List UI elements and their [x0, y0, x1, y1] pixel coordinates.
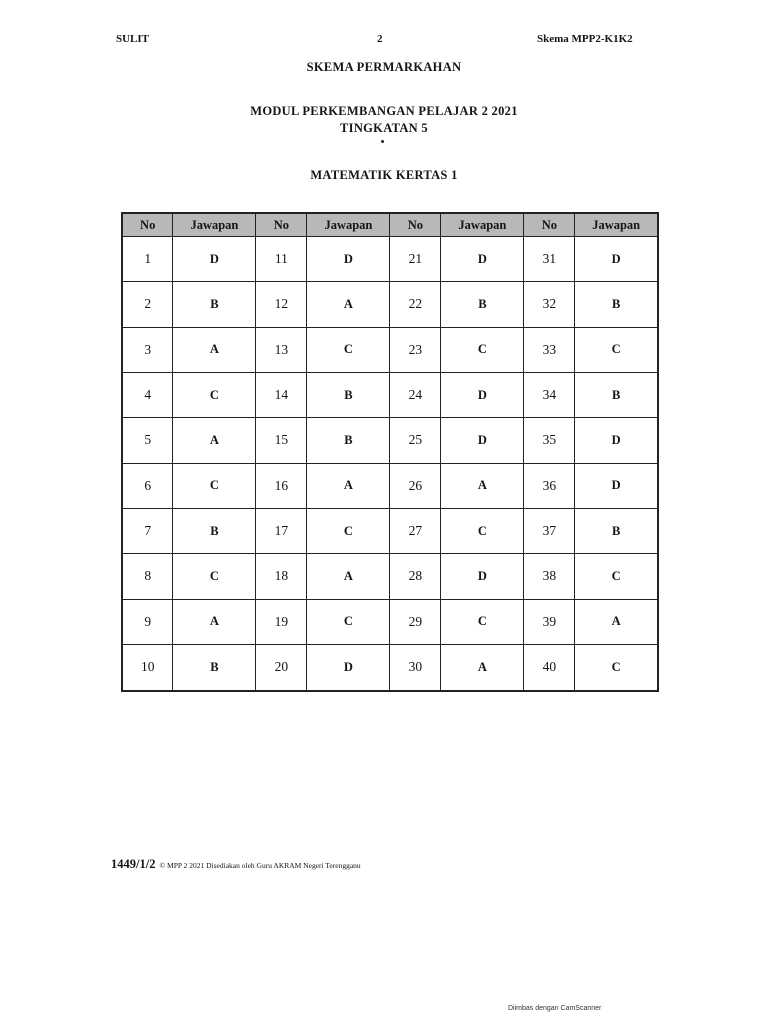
question-number-cell: 35	[524, 418, 575, 463]
answer-cell: B	[441, 282, 524, 327]
question-number-cell: 29	[390, 599, 441, 644]
scanner-watermark: Diimbas dengan CamScanner	[508, 1005, 602, 1012]
question-number-cell: 20	[256, 644, 307, 691]
table-row	[122, 237, 658, 282]
answer-cell: A	[441, 463, 524, 508]
question-number-cell: 5	[122, 418, 173, 463]
question-number-cell: 8	[122, 554, 173, 599]
scheme-title: SKEMA PERMARKAHAN	[306, 60, 462, 74]
answer-cell: D	[441, 372, 524, 417]
answer-cell: C	[575, 327, 658, 372]
answer-cell: A	[307, 463, 390, 508]
question-number-cell: 25	[390, 418, 441, 463]
table-row	[122, 599, 658, 644]
question-number-cell: 30	[390, 644, 441, 691]
paper-title: MATEMATIK KERTAS 1	[310, 168, 458, 182]
question-number-cell: 19	[256, 599, 307, 644]
answer-table-body	[122, 237, 658, 692]
answer-cell: A	[307, 282, 390, 327]
answer-cell: B	[307, 418, 390, 463]
question-number-cell: 36	[524, 463, 575, 508]
question-number-cell: 26	[390, 463, 441, 508]
table-row	[122, 327, 658, 372]
page-number: 2	[377, 33, 383, 45]
answer-cell: C	[307, 327, 390, 372]
answer-cell: B	[307, 372, 390, 417]
column-header: Jawapan	[575, 213, 658, 237]
question-number-cell: 10	[122, 644, 173, 691]
answer-cell: D	[575, 418, 658, 463]
answer-cell: B	[173, 508, 256, 553]
header-scheme-code: Skema MPP2-K1K2	[537, 33, 633, 45]
footer-text: © MPP 2 2021 Disediakan oleh Guru AKRAM Negeri Terengganu	[159, 861, 361, 870]
answer-cell: D	[575, 463, 658, 508]
question-number-cell: 13	[256, 327, 307, 372]
question-number-cell: 37	[524, 508, 575, 553]
question-number-cell: 32	[524, 282, 575, 327]
answer-cell: A	[173, 418, 256, 463]
question-number-cell: 33	[524, 327, 575, 372]
answer-cell: D	[307, 644, 390, 691]
answer-cell: C	[575, 644, 658, 691]
answer-cell: B	[575, 508, 658, 553]
answer-key-table	[121, 212, 659, 692]
table-row	[122, 372, 658, 417]
question-number-cell: 28	[390, 554, 441, 599]
question-number-cell: 27	[390, 508, 441, 553]
column-header: No	[390, 213, 441, 237]
question-number-cell: 18	[256, 554, 307, 599]
question-number-cell: 23	[390, 327, 441, 372]
answer-cell: C	[307, 599, 390, 644]
paper-code: 1449/1/2	[111, 857, 156, 871]
question-number-cell: 24	[390, 372, 441, 417]
question-number-cell: 14	[256, 372, 307, 417]
answer-cell: B	[575, 282, 658, 327]
question-number-cell: 11	[256, 237, 307, 282]
answer-cell: A	[441, 644, 524, 691]
answer-cell: B	[575, 372, 658, 417]
answer-cell: D	[307, 237, 390, 282]
question-number-cell: 9	[122, 599, 173, 644]
answer-cell: A	[173, 599, 256, 644]
table-header-row	[122, 213, 658, 237]
column-header: No	[122, 213, 173, 237]
footer	[111, 857, 361, 872]
question-number-cell: 4	[122, 372, 173, 417]
answer-cell: D	[441, 418, 524, 463]
answer-cell: C	[441, 327, 524, 372]
answer-cell: C	[173, 463, 256, 508]
question-number-cell: 15	[256, 418, 307, 463]
column-header: Jawapan	[173, 213, 256, 237]
question-number-cell: 1	[122, 237, 173, 282]
column-header: No	[256, 213, 307, 237]
form-title: TINGKATAN 5	[340, 121, 428, 135]
answer-cell: C	[441, 508, 524, 553]
answer-cell: A	[307, 554, 390, 599]
dot-mark	[381, 140, 384, 143]
answer-cell: C	[173, 372, 256, 417]
table-row	[122, 644, 658, 691]
question-number-cell: 38	[524, 554, 575, 599]
answer-cell: D	[441, 237, 524, 282]
question-number-cell: 34	[524, 372, 575, 417]
table-row	[122, 282, 658, 327]
question-number-cell: 12	[256, 282, 307, 327]
question-number-cell: 7	[122, 508, 173, 553]
question-number-cell: 40	[524, 644, 575, 691]
table-row	[122, 508, 658, 553]
answer-cell: B	[173, 644, 256, 691]
answer-cell: A	[575, 599, 658, 644]
column-header: Jawapan	[307, 213, 390, 237]
answer-cell: C	[441, 599, 524, 644]
table-row	[122, 554, 658, 599]
table-row	[122, 418, 658, 463]
header-sulit: SULIT	[116, 33, 150, 45]
answer-cell: C	[307, 508, 390, 553]
question-number-cell: 39	[524, 599, 575, 644]
question-number-cell: 2	[122, 282, 173, 327]
question-number-cell: 16	[256, 463, 307, 508]
question-number-cell: 17	[256, 508, 307, 553]
table-row	[122, 463, 658, 508]
question-number-cell: 6	[122, 463, 173, 508]
column-header: No	[524, 213, 575, 237]
answer-cell: D	[575, 237, 658, 282]
question-number-cell: 3	[122, 327, 173, 372]
column-header: Jawapan	[441, 213, 524, 237]
answer-cell: B	[173, 282, 256, 327]
answer-cell: C	[173, 554, 256, 599]
question-number-cell: 22	[390, 282, 441, 327]
module-title: MODUL PERKEMBANGAN PELAJAR 2 2021	[250, 104, 518, 118]
answer-cell: A	[173, 327, 256, 372]
answer-cell: D	[441, 554, 524, 599]
question-number-cell: 21	[390, 237, 441, 282]
answer-cell: D	[173, 237, 256, 282]
answer-cell: C	[575, 554, 658, 599]
question-number-cell: 31	[524, 237, 575, 282]
